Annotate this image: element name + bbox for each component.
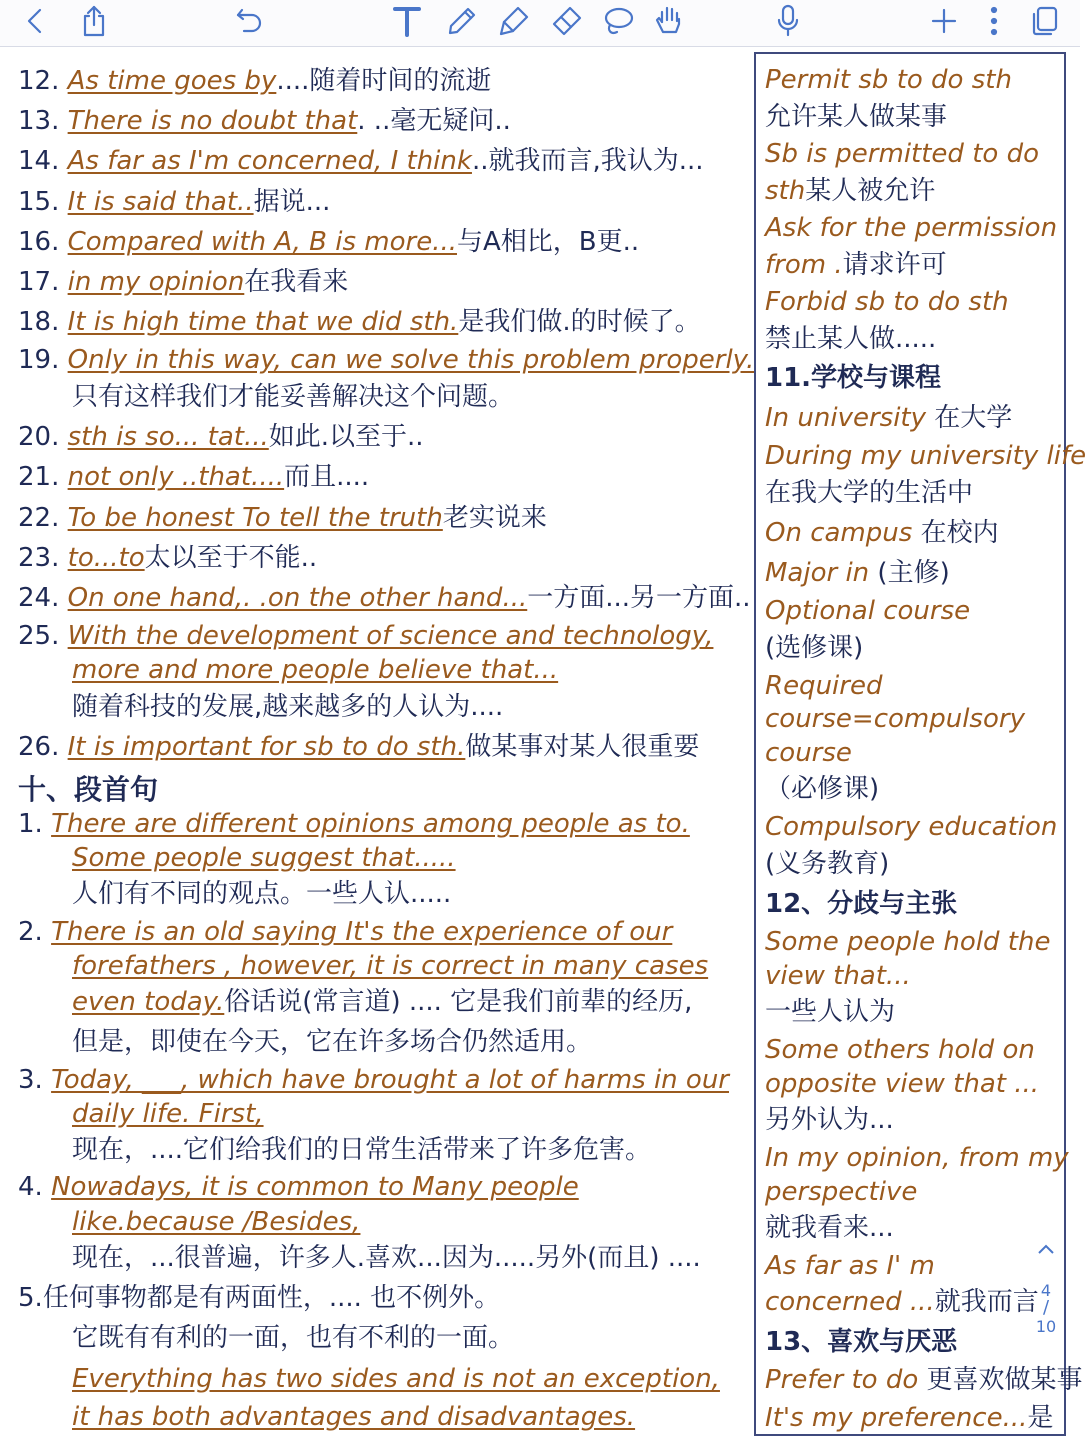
eraser-icon[interactable]	[546, 3, 586, 39]
right-notes-box	[754, 52, 1086, 1436]
text-tool-icon[interactable]	[388, 3, 426, 39]
list-item: (选修课)	[765, 633, 864, 663]
list-item: opposite view that ...	[765, 1069, 1040, 1099]
list-item: 14. As far as I'm concerned, I think..就我而言,我认为...	[18, 146, 704, 176]
undo-icon[interactable]	[230, 3, 270, 39]
list-item: 现在，...很普遍，许多人.喜欢...因为.....另外(而且) ....	[72, 1243, 701, 1273]
section-heading: 十、段首句	[18, 773, 159, 806]
list-item: 2. There is an old saying It's the experience of our	[18, 917, 673, 947]
list-item: 25. With the development of science and technology,	[18, 621, 714, 651]
section-heading: 13、喜欢与厌恶	[765, 1327, 958, 1357]
list-item: 随着科技的发展,越来越多的人认为....	[72, 692, 504, 722]
list-item: view that...	[765, 961, 911, 991]
list-item: from .请求许可	[765, 250, 947, 280]
list-item: Major in (主修)	[765, 558, 950, 588]
list-item: 现在，....它们给我们的日常生活带来了许多危害。	[72, 1135, 652, 1165]
list-item: It's my preference...是	[765, 1403, 1054, 1433]
list-item: 20. sth is so... tat...如此.以至于..	[18, 422, 424, 452]
back-icon[interactable]	[18, 3, 52, 39]
list-item: （必修课)	[765, 774, 880, 804]
chevron-up-icon[interactable]	[1032, 1240, 1060, 1266]
microphone-icon[interactable]	[772, 3, 804, 39]
list-item: 21. not only ..that....而且....	[18, 462, 370, 492]
list-item: 22. To be honest To tell the truth老实说来	[18, 503, 547, 533]
list-item: more and more people believe that...	[72, 655, 559, 685]
list-item: Optional course	[765, 596, 971, 626]
list-item: 禁止某人做.....	[765, 324, 937, 354]
list-item: As far as I' m	[765, 1251, 935, 1281]
section-heading: 11.学校与课程	[765, 363, 942, 393]
left-notes-pane	[0, 52, 755, 1440]
list-item: it has both advantages and disadvantages.	[72, 1402, 636, 1432]
list-item: Compulsory education	[765, 812, 1058, 842]
list-item: 12. As time goes by....随着时间的流逝	[18, 66, 492, 96]
list-item: 5.任何事物都是有两面性，.... 也不例外。	[18, 1283, 501, 1313]
more-icon[interactable]	[982, 3, 1006, 39]
list-item: Ask for the permission	[765, 213, 1058, 243]
list-item: 23. to...to太以至于不能..	[18, 543, 318, 573]
list-item: sth某人被允许	[765, 176, 936, 206]
list-item: perspective	[765, 1177, 918, 1207]
page-total: 10	[1035, 1317, 1057, 1336]
highlighter-icon[interactable]	[494, 3, 534, 39]
page-current: 4	[1040, 1281, 1052, 1300]
list-item: course=compulsory	[765, 704, 1025, 734]
lasso-icon[interactable]	[598, 3, 638, 39]
list-item: In my opinion, from my	[765, 1143, 1069, 1173]
pages-icon[interactable]	[1028, 3, 1062, 39]
list-item: 17. in my opinion在我看来	[18, 267, 349, 297]
list-item: 一些人认为	[765, 997, 896, 1027]
list-item: Sb is permitted to do	[765, 139, 1039, 169]
list-item: even today.俗话说(常言道) .... 它是我们前辈的经历,	[72, 987, 693, 1017]
page-separator: /	[1042, 1297, 1050, 1318]
add-icon[interactable]	[928, 3, 960, 39]
list-item: 13. There is no doubt that. ..毫无疑问..	[18, 106, 511, 136]
list-item: 就我看来...	[765, 1213, 894, 1243]
list-item: Forbid sb to do sth	[765, 287, 1009, 317]
list-item: 3. Today, ___, which have brought a lot of harms in our	[18, 1065, 729, 1095]
list-item: 1. There are different opinions among people as to.	[18, 809, 690, 839]
list-item: 18. It is high time that we did sth.是我们做.的时候了。	[18, 307, 701, 337]
list-item: 24. On one hand,. .on the other hand...一方面...另一方面..	[18, 583, 751, 613]
list-item: 19. Only in this way, can we solve this problem properly.	[18, 345, 755, 375]
list-item: 只有这样我们才能妥善解决这个问题。	[72, 382, 515, 412]
list-item: daily life. First,	[72, 1099, 264, 1129]
list-item: Permit sb to do sth	[765, 65, 1012, 95]
list-item: Prefer to do 更喜欢做某事	[765, 1365, 1083, 1395]
list-item: 4. Nowadays, it is common to Many people	[18, 1172, 579, 1202]
list-item: Required	[765, 671, 883, 701]
list-item: (义务教育)	[765, 849, 890, 879]
list-item: like.because /Besides,	[72, 1207, 361, 1237]
list-item: 另外认为...	[765, 1105, 894, 1135]
list-item: 26. It is important for sb to do sth.做某事对某人很重要	[18, 732, 700, 762]
list-item: Some people hold the	[765, 927, 1051, 957]
list-item: Everything has two sides and is not an exception,	[72, 1364, 720, 1394]
list-item: In university 在大学	[765, 403, 1013, 433]
share-icon[interactable]	[76, 3, 112, 39]
hand-icon[interactable]	[650, 3, 690, 39]
list-item: 但是，即使在今天，它在许多场合仍然适用。	[72, 1027, 593, 1057]
page-indicator[interactable]	[1032, 1240, 1060, 1338]
list-item: Some others hold on	[765, 1035, 1035, 1065]
list-item: 人们有不同的观点。一些人认.....	[72, 879, 452, 909]
list-item: forefathers , however, it is correct in many cases	[72, 951, 709, 981]
top-toolbar	[0, 0, 1080, 47]
list-item: On campus 在校内	[765, 518, 999, 548]
section-heading: 12、分歧与主张	[765, 889, 958, 919]
list-item: Some people suggest that.....	[72, 843, 456, 873]
list-item: 15. It is said that..据说...	[18, 187, 331, 217]
list-item: concerned ...就我而言	[765, 1287, 1039, 1317]
list-item: 它既有有利的一面，也有不利的一面。	[72, 1323, 515, 1353]
list-item: course	[765, 738, 852, 768]
list-item: During my university life	[765, 441, 1086, 471]
list-item: 在我大学的生活中	[765, 478, 974, 508]
list-item: 16. Compared with A, B is more...与A相比，B更..	[18, 227, 640, 257]
list-item: 允许某人做某事	[765, 102, 948, 132]
pen-icon[interactable]	[442, 3, 482, 39]
